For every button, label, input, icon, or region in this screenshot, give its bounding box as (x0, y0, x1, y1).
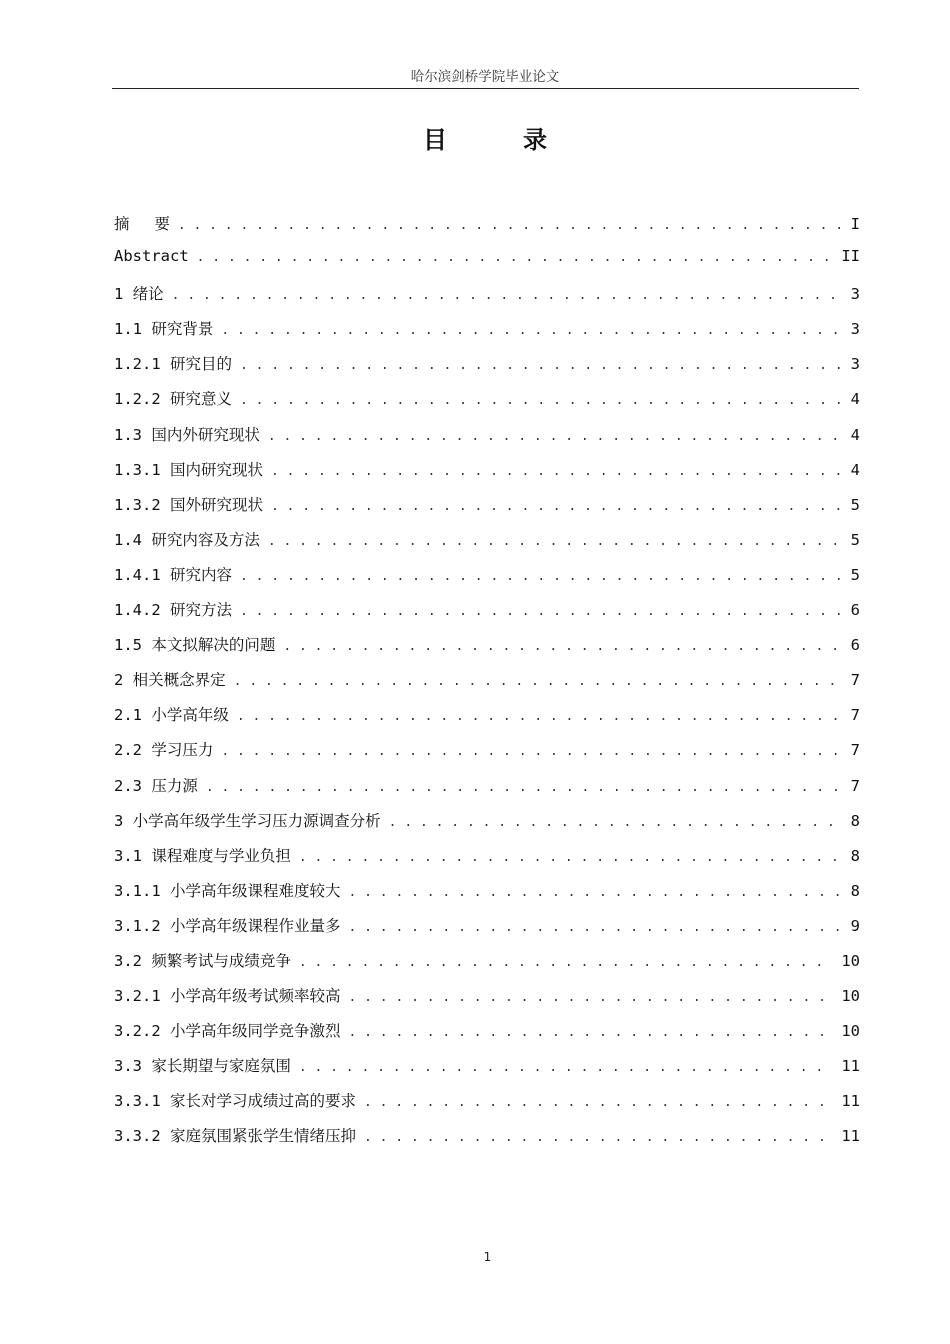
page-number: 1 (483, 1250, 492, 1264)
toc-entry-page: 7 (850, 741, 860, 760)
toc-entry[interactable] (114, 212, 860, 247)
toc-entry[interactable] (114, 738, 860, 773)
toc-entry[interactable] (114, 914, 860, 949)
toc-entry-label: 1.4.2 研究方法 (114, 601, 232, 620)
toc-entry-page: II (841, 247, 860, 266)
toc-entry[interactable] (114, 809, 860, 844)
toc-entry-page: 10 (841, 1022, 860, 1041)
toc-entry-page: 8 (850, 811, 860, 830)
toc-entry-label: 2.3 压力源 (114, 776, 198, 795)
toc-entry[interactable] (114, 1054, 860, 1089)
toc-entry-label: 摘 要 (114, 215, 170, 233)
toc-entry-label: 1.2.2 研究意义 (114, 390, 232, 409)
toc-dot-leader (299, 955, 832, 970)
toc-dot-leader (349, 920, 841, 935)
toc-entry[interactable] (114, 317, 860, 352)
page-title: 目 录 (423, 126, 573, 154)
toc-dot-leader (221, 744, 840, 759)
toc-entry-label: 3.1 课程难度与学业负担 (114, 846, 291, 865)
toc-entry[interactable] (114, 247, 860, 282)
toc-entry[interactable] (114, 879, 860, 914)
toc-entry-page: 3 (850, 355, 860, 374)
toc-entry[interactable] (114, 1124, 860, 1159)
toc-entry-page: 7 (850, 671, 860, 690)
toc-dot-leader (197, 250, 832, 265)
toc-entry-label: 3.3.1 家长对学习成绩过高的要求 (114, 1092, 356, 1111)
toc-dot-leader (240, 358, 841, 373)
toc-entry-label: 1.3.1 国内研究现状 (114, 460, 263, 479)
toc-dot-leader (299, 850, 841, 865)
toc-entry[interactable] (114, 352, 860, 387)
toc-entry-page: 5 (850, 565, 860, 584)
toc-dot-leader (178, 218, 841, 233)
toc-dot-leader (237, 709, 841, 724)
toc-entry-label: 1.1 研究背景 (114, 320, 214, 339)
toc-dot-leader (240, 569, 841, 584)
toc-entry[interactable] (114, 282, 860, 317)
toc-dot-leader (389, 815, 841, 830)
toc-dot-leader (234, 674, 841, 689)
toc-dot-leader (206, 780, 841, 795)
toc-entry-label: 3.2 频繁考试与成绩竞争 (114, 951, 291, 970)
toc-entry-page: 10 (841, 951, 860, 970)
running-header: 哈尔滨剑桥学院毕业论文 (410, 69, 560, 85)
toc-entry-page: 6 (850, 636, 860, 655)
toc-entry-label: 1.4 研究内容及方法 (114, 530, 260, 549)
toc-entry[interactable] (114, 423, 860, 458)
toc-entry[interactable] (114, 493, 860, 528)
toc-entry-label: 2.1 小学高年级 (114, 706, 229, 725)
toc-entry[interactable] (114, 1089, 860, 1124)
toc-entry-page: 9 (850, 916, 860, 935)
toc-entry-label: 3 小学高年级学生学习压力源调查分析 (114, 811, 381, 830)
toc-entry-page: 11 (841, 1057, 860, 1076)
toc-dot-leader (283, 639, 840, 654)
toc-entry-label: 3.1.1 小学高年级课程难度较大 (114, 881, 341, 900)
toc-entry[interactable] (114, 703, 860, 738)
toc-dot-leader (364, 1095, 831, 1110)
toc-entry-label: 1.3.2 国外研究现状 (114, 495, 263, 514)
toc-entry-page: 5 (850, 530, 860, 549)
table-of-contents (114, 212, 860, 1160)
toc-entry-page: 7 (850, 776, 860, 795)
toc-entry-page: 8 (850, 846, 860, 865)
toc-entry-page: 8 (850, 881, 860, 900)
toc-entry-label: 3.3.2 家庭氛围紧张学生情绪压抑 (114, 1127, 356, 1146)
toc-entry[interactable] (114, 563, 860, 598)
toc-entry-page: 4 (850, 425, 860, 444)
toc-dot-leader (240, 393, 841, 408)
toc-entry-label: 2 相关概念界定 (114, 671, 226, 690)
toc-entry-label: 3.2.1 小学高年级考试频率较高 (114, 987, 341, 1006)
toc-entry-label: 1.5 本文拟解决的问题 (114, 636, 276, 655)
toc-entry-page: 10 (841, 987, 860, 1006)
toc-entry-label: 1.2.1 研究目的 (114, 355, 232, 374)
toc-entry-label: 1.3 国内外研究现状 (114, 425, 260, 444)
toc-entry[interactable] (114, 668, 860, 703)
toc-entry-page: 3 (850, 285, 860, 304)
toc-entry[interactable] (114, 528, 860, 563)
toc-dot-leader (240, 604, 841, 619)
toc-entry[interactable] (114, 949, 860, 984)
toc-entry-label: Abstract (114, 247, 189, 266)
toc-dot-leader (268, 534, 841, 549)
toc-entry-page: 6 (850, 601, 860, 620)
toc-entry[interactable] (114, 633, 860, 668)
toc-entry-page: 3 (850, 320, 860, 339)
toc-entry-page: 11 (841, 1127, 860, 1146)
toc-entry[interactable] (114, 984, 860, 1019)
toc-dot-leader (364, 1130, 831, 1145)
toc-entry[interactable] (114, 844, 860, 879)
toc-entry-page: 11 (841, 1092, 860, 1111)
toc-dot-leader (271, 464, 841, 479)
toc-entry-label: 2.2 学习压力 (114, 741, 214, 760)
toc-entry-page: 4 (850, 460, 860, 479)
toc-dot-leader (268, 429, 841, 444)
toc-entry-label: 3.3 家长期望与家庭氛围 (114, 1057, 291, 1076)
toc-entry-page: 7 (850, 706, 860, 725)
toc-entry-page: 4 (850, 390, 860, 409)
toc-dot-leader (172, 288, 841, 303)
toc-dot-leader (349, 1025, 832, 1040)
toc-entry-label: 1 绪论 (114, 285, 164, 304)
toc-dot-leader (349, 885, 841, 900)
toc-entry[interactable] (114, 774, 860, 809)
toc-entry[interactable] (114, 387, 860, 422)
toc-entry-page: I (850, 215, 860, 233)
toc-dot-leader (221, 323, 840, 338)
toc-entry-label: 3.1.2 小学高年级课程作业量多 (114, 916, 341, 935)
toc-entry[interactable] (114, 458, 860, 493)
toc-entry-page: 5 (850, 495, 860, 514)
toc-dot-leader (299, 1060, 832, 1075)
toc-entry-label: 1.4.1 研究内容 (114, 565, 232, 584)
toc-entry[interactable] (114, 598, 860, 633)
toc-dot-leader (271, 499, 841, 514)
toc-entry-label: 3.2.2 小学高年级同学竞争激烈 (114, 1022, 341, 1041)
header-rule (112, 88, 859, 89)
toc-entry[interactable] (114, 1019, 860, 1054)
toc-dot-leader (349, 990, 832, 1005)
